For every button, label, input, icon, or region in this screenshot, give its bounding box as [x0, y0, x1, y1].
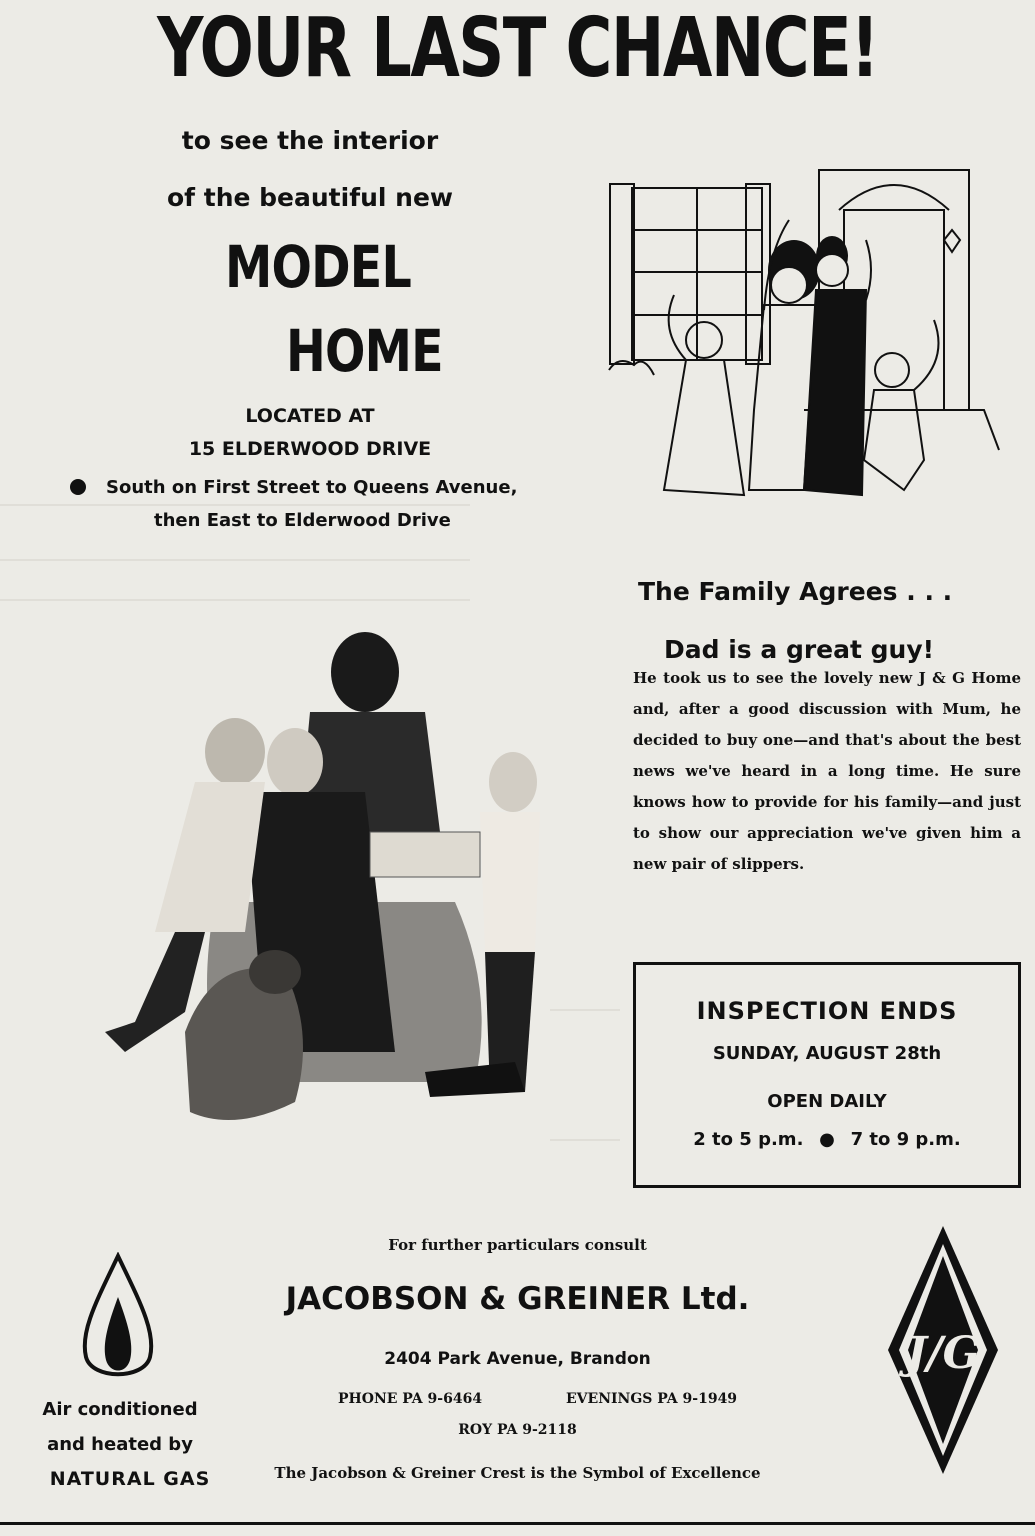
family-title-2: Dad is a great guy!: [664, 635, 935, 664]
flame-icon: [78, 1252, 158, 1388]
inspection-date: SUNDAY, AUGUST 28th: [712, 1043, 942, 1064]
family-house-illustration: [604, 160, 1014, 510]
bullet-icon: ●: [819, 1129, 835, 1150]
intro-line-2: of the beautiful new: [167, 183, 453, 212]
gas-line-3: NATURAL GAS: [49, 1468, 211, 1490]
gas-line-2: and heated by: [47, 1434, 193, 1455]
evening-phone: EVENINGS PA 9-1949: [566, 1391, 738, 1407]
crest-monogram: J/G: [905, 1328, 981, 1379]
home-title: HOME: [286, 317, 443, 385]
address: 15 ELDERWOOD DRIVE: [188, 438, 432, 460]
family-body-copy: He took us to see the lovely new J & G Home and, after a good discussion with Mum, he decided to buy one—and that's about the best news we've heard in a long time. He sure knows how to provide for his family—and just to show our appreciation we've given him a new pair of slippers.: [633, 669, 1021, 873]
company-name: JACOBSON & GREINER Ltd.: [285, 1281, 750, 1317]
located-at-label: LOCATED AT: [245, 405, 375, 427]
diamond-crest-icon: [884, 1222, 1002, 1478]
directions-line-2: then East to Elderwood Drive: [154, 510, 451, 531]
headline: YOUR LAST CHANCE!: [157, 1, 878, 96]
hours-afternoon: 2 to 5 p.m.: [693, 1129, 804, 1150]
intro-line-1: to see the interior: [181, 126, 439, 155]
inspection-title: INSPECTION ENDS: [696, 997, 958, 1025]
gas-line-1: Air conditioned: [42, 1399, 198, 1420]
inspection-box: [633, 962, 1021, 1188]
consult-line: For further particulars consult: [388, 1236, 647, 1254]
bullet-icon: [68, 477, 88, 497]
bottom-rule: [0, 1522, 1035, 1525]
roy-phone: ROY PA 9-2118: [458, 1422, 577, 1438]
crest-slogan: The Jacobson & Greiner Crest is the Symbol of Excellence: [274, 1464, 761, 1482]
phone-number: PHONE PA 9-6464: [338, 1391, 483, 1407]
hours-evening: 7 to 9 p.m.: [850, 1129, 961, 1150]
family-photo: [95, 632, 550, 1162]
company-address: 2404 Park Avenue, Brandon: [384, 1349, 651, 1369]
model-title: MODEL: [225, 233, 411, 301]
directions-line-1: South on First Street to Queens Avenue,: [106, 477, 518, 498]
opening-hours: [636, 1129, 1018, 1150]
family-title-1: The Family Agrees . . .: [638, 577, 953, 606]
open-daily-label: OPEN DAILY: [767, 1091, 887, 1112]
